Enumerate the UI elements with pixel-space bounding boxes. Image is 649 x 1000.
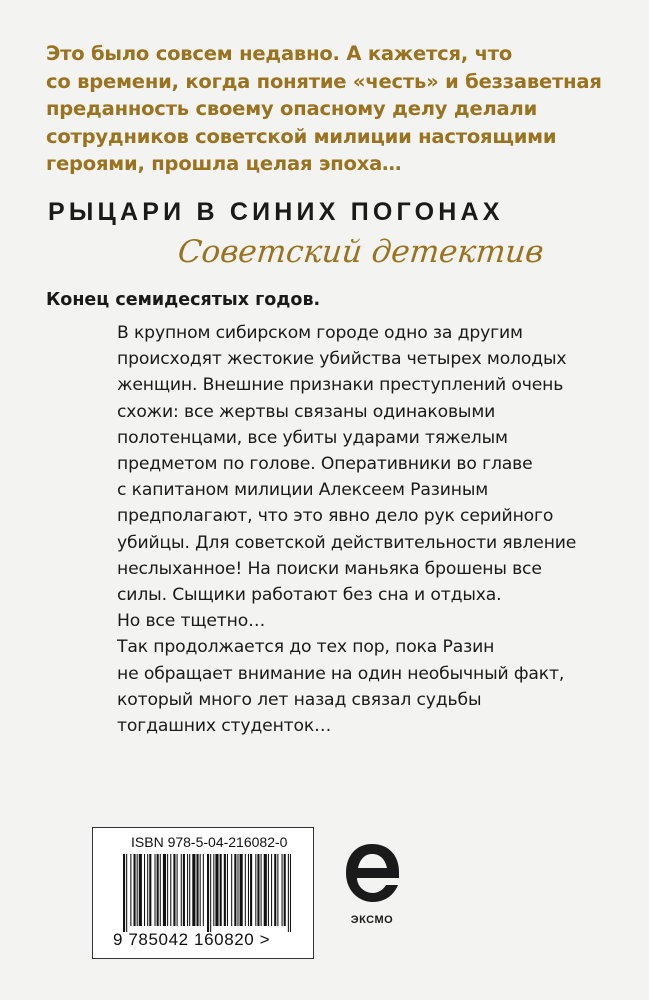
barcode-bar <box>147 854 148 926</box>
barcode-bar <box>210 854 211 932</box>
barcode-bar <box>173 854 175 926</box>
barcode-bar <box>126 854 127 932</box>
barcode-bar <box>200 854 201 926</box>
blurb-line: полотенцами, все убиты ударами тяжелым <box>117 427 508 448</box>
barcode-bar <box>123 854 125 932</box>
barcode-bar <box>139 854 142 926</box>
barcode-bar <box>290 854 291 932</box>
barcode-bar <box>215 854 218 926</box>
barcode-bar <box>250 854 252 926</box>
blurb-lead: Конец семидесятых годов. <box>46 290 321 310</box>
barcode-bar <box>130 854 131 926</box>
barcode-bar <box>137 854 138 926</box>
barcode-bar <box>183 854 185 926</box>
barcode-bar <box>187 854 188 926</box>
barcode-bar <box>163 854 166 926</box>
barcode-bar <box>220 854 222 926</box>
barcode-bar <box>170 854 171 926</box>
eksmo-logo-icon <box>342 840 402 912</box>
barcode-bar <box>268 854 269 926</box>
barcode-bar <box>257 854 259 926</box>
barcode-bar <box>277 854 278 926</box>
blurb-line: Но все тщетно… <box>117 611 266 632</box>
tagline-line: преданность своему опасному делу делали <box>46 97 538 120</box>
series-title: РЫЦАРИ В СИНИХ ПОГОНАХ <box>48 198 504 226</box>
blurb-line: происходят жестокие убийства четырех молодых <box>117 349 567 370</box>
barcode-bar <box>282 854 283 926</box>
barcode-bar <box>224 854 226 926</box>
barcode-bar <box>231 854 232 926</box>
barcode-bar <box>234 854 236 926</box>
barcode-bar <box>167 854 168 926</box>
barcode-bar <box>177 854 178 926</box>
barcode-bar <box>248 854 249 926</box>
blurb-line: женщин. Внешние признаки преступлений очень <box>117 375 564 396</box>
tagline-line: со времени, когда понятие «честь» и беззаветная <box>46 69 602 93</box>
blurb-line: Так продолжается до тех пор, пока Разин <box>117 637 495 658</box>
barcode-bar <box>203 854 204 926</box>
barcode-bar <box>134 854 136 926</box>
blurb-line: В крупном сибирском городе одно за другим <box>117 323 523 343</box>
barcode-bar <box>264 854 267 926</box>
barcode-box <box>92 827 314 959</box>
barcode-bars <box>123 854 293 932</box>
blurb-line: тогдашних студенток… <box>117 716 332 737</box>
barcode-bar <box>255 854 256 926</box>
barcode-bar <box>261 854 262 926</box>
tagline <box>46 40 636 178</box>
barcode-bar <box>197 854 199 926</box>
isbn-number: ISBN 978-5-04-216082-0 <box>131 834 288 850</box>
barcode-bar <box>149 854 151 926</box>
barcode-bar <box>207 854 209 932</box>
barcode-bar <box>192 854 195 926</box>
barcode-bar <box>160 854 161 926</box>
blurb-line: неслыханное! На поиски маньяка брошены все <box>117 558 542 579</box>
blurb-line: предполагают, что это явно дело рук серийного <box>117 506 554 527</box>
barcode-number: 9 785042 160820 > <box>113 930 271 949</box>
blurb-text <box>117 320 637 739</box>
blurb-line: с капитаном милиции Алексеем Разиным <box>117 480 489 501</box>
barcode-bar <box>144 854 145 926</box>
blurb-line: убийцы. Для советской действительности явление <box>117 532 577 553</box>
publisher-name: ЭКСМО <box>350 914 394 926</box>
barcode-bar <box>181 854 182 926</box>
blurb-line: который много лет назад связал судьбы <box>117 689 482 710</box>
barcode-bar <box>189 854 190 926</box>
blurb-line: предметом по голове. Оперативники во главе <box>117 454 533 475</box>
blurb-line: схожи: все жертвы связаны одинаковыми <box>117 401 496 422</box>
barcode-bar <box>213 854 214 926</box>
barcode-bar <box>155 854 156 926</box>
tagline-line: Это было совсем недавно. А кажется, что <box>46 42 513 65</box>
blurb-line: не обращает внимание на один необычный факт, <box>117 663 565 684</box>
barcode-bar <box>157 854 159 926</box>
barcode-bar <box>271 854 272 926</box>
barcode-bar <box>240 854 243 926</box>
tagline-line: сотрудников советской милиции настоящими <box>46 124 557 148</box>
barcode-bar <box>274 854 276 926</box>
barcode-bar <box>245 854 246 926</box>
series-subtitle: Советский детектив <box>176 234 546 270</box>
publisher-logo <box>342 840 410 950</box>
barcode-bar <box>288 854 289 932</box>
blurb-line: силы. Сыщики работают без сна и отдыха. <box>117 585 502 606</box>
tagline-line: героями, прошла целая эпоха… <box>46 152 402 175</box>
barcode-bar <box>284 854 286 926</box>
barcode-bar <box>227 854 228 926</box>
barcode-bar <box>237 854 238 926</box>
